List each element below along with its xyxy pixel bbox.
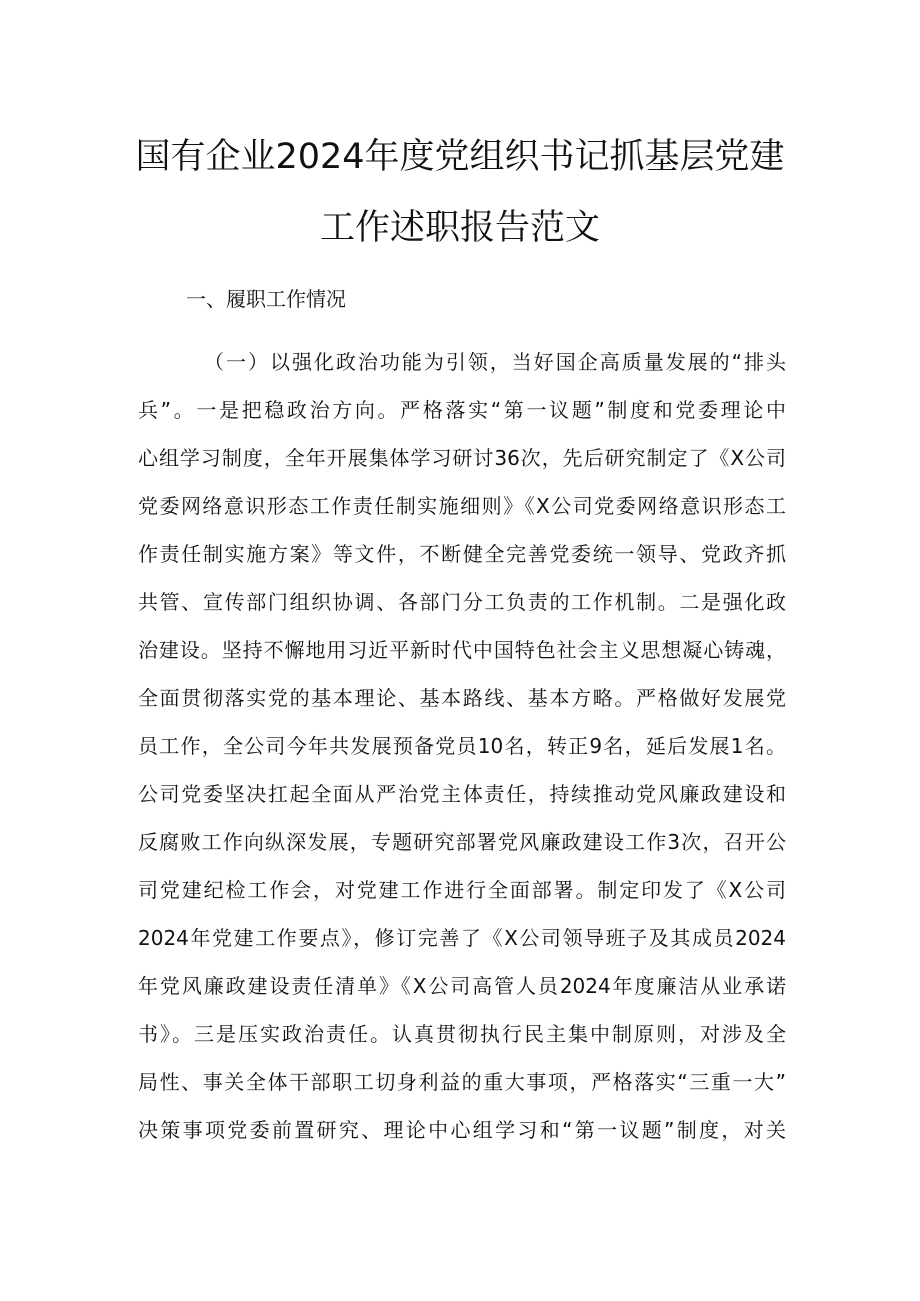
paragraph-line: 2024年党建工作要点》，修订完善了《X公司领导班子及其成员2024 — [138, 926, 786, 950]
paragraph-line: 公司党委坚决扛起全面从严治党主体责任，持续推动党风廉政建设和 — [138, 782, 786, 806]
paragraph-line: 员工作，全公司今年共发展预备党员10名，转正9名，延后发展1名。 — [138, 734, 786, 758]
paragraph-line: 党委网络意识形态工作责任制实施细则》《X公司党委网络意识形态工 — [138, 494, 786, 518]
paragraph-line: 兵”。一是把稳政治方向。严格落实“第一议题”制度和党委理论中 — [138, 398, 786, 422]
paragraph-line: 决策事项党委前置研究、理论中心组学习和“第一议题”制度，对关 — [138, 1118, 786, 1142]
paragraph-line: 年党风廉政建设责任清单》《X公司高管人员2024年度廉洁从业承诺 — [138, 974, 786, 998]
paragraph-line: 反腐败工作向纵深发展，专题研究部署党风廉政建设工作3次，召开公 — [138, 830, 786, 854]
document-title-line-1: 国有企业2024年度党组织书记抓基层党建 — [135, 137, 785, 177]
paragraph-line: 司党建纪检工作会，对党建工作进行全面部署。制定印发了《X公司 — [138, 878, 786, 902]
paragraph-line: 书》。三是压实政治责任。认真贯彻执行民主集中制原则，对涉及全 — [138, 1022, 786, 1046]
document-title-line-2: 工作述职报告范文 — [319, 208, 600, 248]
paragraph-line: 心组学习制度，全年开展集体学习研讨36次，先后研究制定了《X公司 — [138, 446, 786, 470]
paragraph-line: 共管、宣传部门组织协调、各部门分工负责的工作机制。二是强化政 — [138, 590, 786, 614]
paragraph-line: 作责任制实施方案》等文件，不断健全完善党委统一领导、党政齐抓 — [138, 542, 786, 566]
section-heading: 一、履职工作情况 — [186, 287, 346, 311]
body-paragraph — [138, 338, 786, 1154]
paragraph-line: 局性、事关全体干部职工切身利益的重大事项，严格落实“三重一大” — [138, 1070, 786, 1094]
paragraph-line: 治建设。坚持不懈地用习近平新时代中国特色社会主义思想凝心铸魂， — [138, 638, 786, 662]
paragraph-line: （一）以强化政治功能为引领，当好国企高质量发展的“排头 — [204, 350, 786, 374]
paragraph-line: 全面贯彻落实党的基本理论、基本路线、基本方略。严格做好发展党 — [138, 686, 786, 710]
